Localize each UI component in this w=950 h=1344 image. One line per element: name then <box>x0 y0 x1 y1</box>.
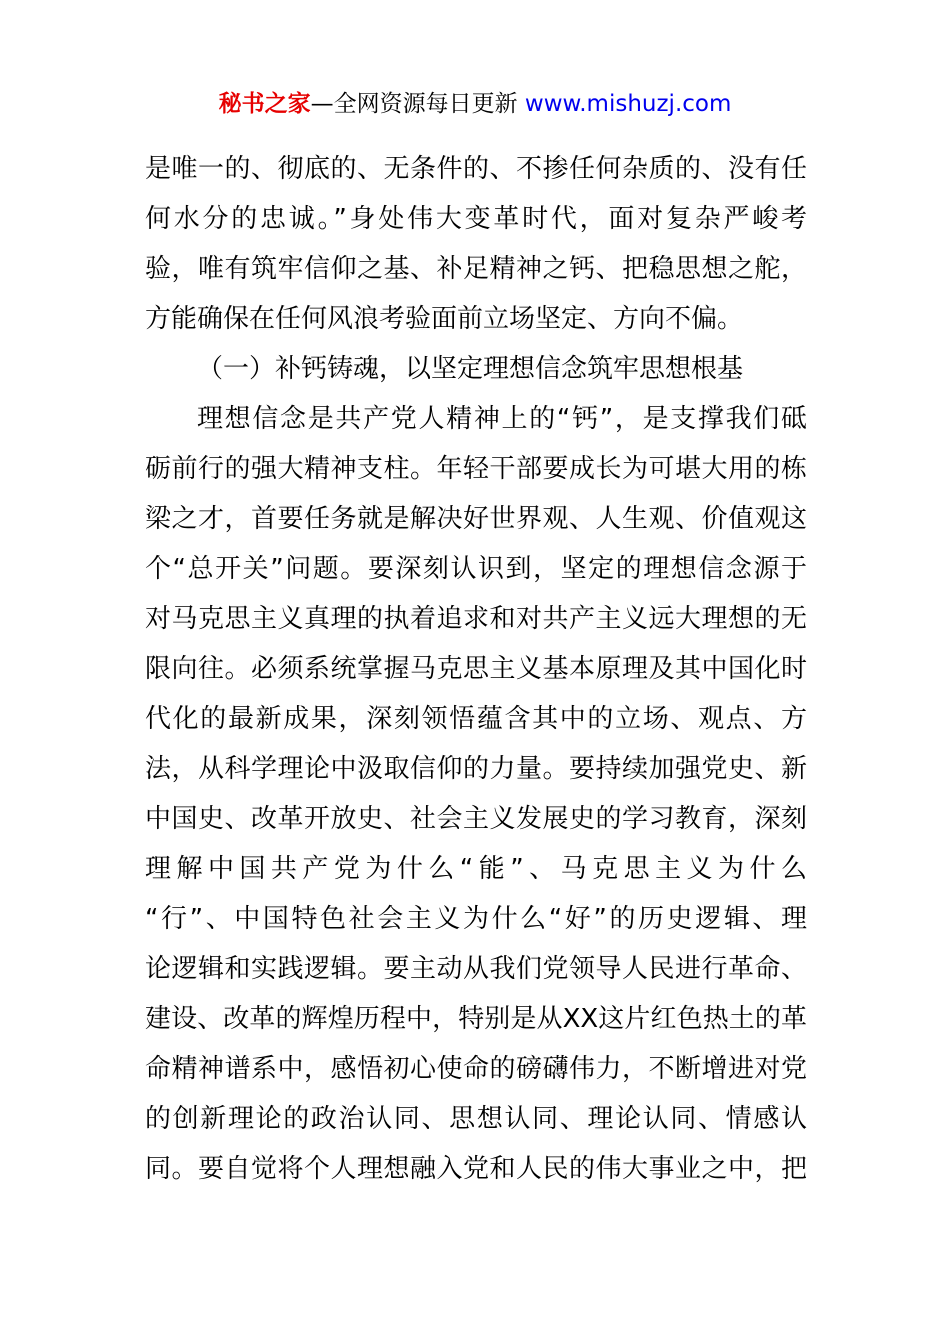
body-line: 方能确保在任何风浪考验面前立场坚定、方向不偏。 <box>145 304 744 334</box>
body-line: 理想信念是共产党人精神上的“钙”，是支撑我们砥 <box>197 404 807 434</box>
body-line: 论逻辑和实践逻辑。要主动从我们党领导人民进行革命、 <box>145 954 807 984</box>
body-line: 命精神谱系中，感悟初心使命的磅礴伟力，不断增进对党 <box>145 1054 807 1084</box>
body-line: 对马克思主义真理的执着追求和对共产主义远大理想的无 <box>145 604 807 634</box>
body-line: 的创新理论的政治认同、思想认同、理论认同、情感认 <box>145 1104 807 1134</box>
body-line: 砺前行的强大精神支柱。年轻干部要成长为可堪大用的栋 <box>145 454 807 484</box>
body-line: 验，唯有筑牢信仰之基、补足精神之钙、把稳思想之舵， <box>145 254 807 284</box>
site-tagline: —全网资源每日更新 <box>310 91 525 117</box>
body-line: 同。要自觉将个人理想融入党和人民的伟大事业之中，把 <box>145 1154 807 1184</box>
body-line: 中国史、改革开放史、社会主义发展史的学习教育，深刻 <box>145 804 807 834</box>
body-line: 限向往。必须系统掌握马克思主义基本原理及其中国化时 <box>145 654 807 684</box>
body-line: 建设、改革的辉煌历程中，特别是从XX这片红色热土的革 <box>145 1004 807 1034</box>
body-line: 是唯一的、彻底的、无条件的、不掺任何杂质的、没有任 <box>145 154 807 184</box>
site-header <box>0 88 950 120</box>
body-line: 个“总开关”问题。要深刻认识到，坚定的理想信念源于 <box>145 554 807 584</box>
document-body <box>145 144 807 1194</box>
body-line: 梁之才，首要任务就是解决好世界观、人生观、价值观这 <box>145 504 807 534</box>
site-url-link[interactable]: www.mishuzj.com <box>524 91 732 117</box>
section-heading: （一）补钙铸魂，以坚定理想信念筑牢思想根基 <box>197 354 744 384</box>
site-brand: 秘书之家 <box>218 91 311 117</box>
body-line: “行”、中国特色社会主义为什么“好”的历史逻辑、理 <box>145 904 807 934</box>
body-line: 何水分的忠诚。”身处伟大变革时代，面对复杂严峻考 <box>145 204 807 234</box>
body-line: 代化的最新成果，深刻领悟蕴含其中的立场、观点、方 <box>145 704 807 734</box>
body-line: 法，从科学理论中汲取信仰的力量。要持续加强党史、新 <box>145 754 807 784</box>
body-line: 理解中国共产党为什么“能”、马克思主义为什么 <box>145 854 807 884</box>
